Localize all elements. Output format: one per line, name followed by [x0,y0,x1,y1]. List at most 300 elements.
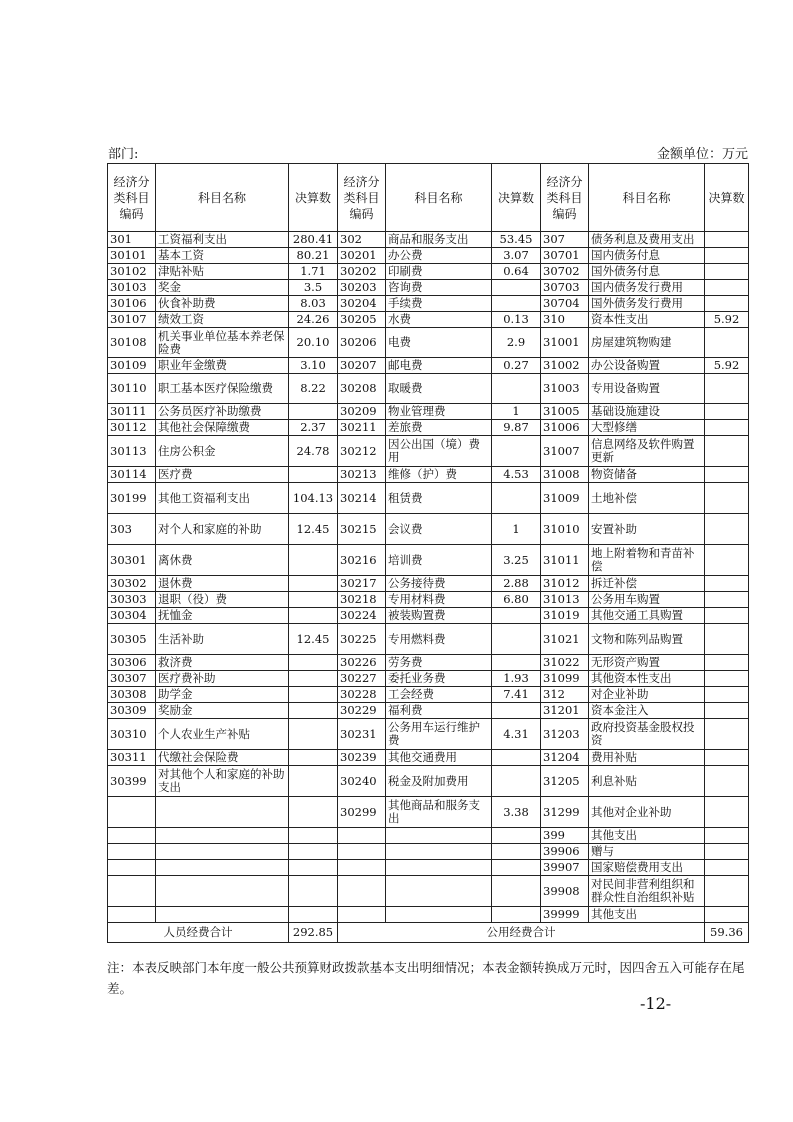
account-name-cell: 救济费 [156,655,289,671]
amount-cell [705,624,749,655]
account-code-cell: 30108 [108,328,156,358]
account-code-cell: 30310 [108,719,156,750]
column-header-value: 决算数 [492,164,541,232]
account-name-cell [156,828,289,844]
amount-cell [705,876,749,907]
account-code-cell: 30209 [338,404,386,420]
expenditure-detail-table [107,163,749,943]
column-header-row [108,164,749,232]
account-code-cell: 30208 [338,374,386,404]
amount-cell [705,436,749,467]
account-code-cell [338,876,386,907]
account-code-cell: 31022 [541,655,589,671]
table-row [108,404,749,420]
table-row [108,436,749,467]
table-body [108,232,749,923]
account-code-cell: 30207 [338,358,386,374]
amount-cell: 1 [492,514,541,545]
account-code-cell: 31002 [541,358,589,374]
amount-cell [289,750,338,766]
amount-cell [705,655,749,671]
column-header-code: 经济分类科目编码 [108,164,156,232]
amount-unit-label: 金额单位：万元 [656,147,748,162]
account-code-cell: 30218 [338,592,386,608]
account-code-cell: 31005 [541,404,589,420]
account-name-cell: 专用设备购置 [589,374,705,404]
account-code-cell: 301 [108,232,156,248]
amount-cell [492,876,541,907]
account-code-cell: 31204 [541,750,589,766]
account-code-cell: 30227 [338,671,386,687]
amount-cell [705,576,749,592]
amount-cell: 0.64 [492,264,541,280]
amount-cell [289,576,338,592]
account-name-cell: 国家赔偿费用支出 [589,860,705,876]
account-code-cell [338,860,386,876]
account-name-cell: 因公出国（境）费用 [386,436,492,467]
amount-cell [492,828,541,844]
account-code-cell: 307 [541,232,589,248]
account-code-cell: 30216 [338,545,386,576]
amount-cell: 8.22 [289,374,338,404]
table-row [108,671,749,687]
amount-cell [705,404,749,420]
account-name-cell: 伙食补助费 [156,296,289,312]
amount-cell [705,483,749,514]
account-code-cell: 31299 [541,797,589,828]
amount-cell: 5.92 [705,312,749,328]
column-header-name: 科目名称 [156,164,289,232]
account-name-cell: 资本性支出 [589,312,705,328]
amount-cell [705,766,749,797]
account-name-cell: 公务用车运行维护费 [386,719,492,750]
amount-cell [492,436,541,467]
account-code-cell [108,844,156,860]
amount-cell [705,828,749,844]
table-row [108,312,749,328]
amount-cell: 1.71 [289,264,338,280]
account-name-cell: 物业管理费 [386,404,492,420]
account-name-cell: 手续费 [386,296,492,312]
account-name-cell: 无形资产购置 [589,655,705,671]
account-name-cell: 基本工资 [156,248,289,264]
account-name-cell: 机关事业单位基本养老保险费 [156,328,289,358]
account-name-cell: 国内债务付息 [589,248,705,264]
totals-row [108,923,749,943]
table-row [108,797,749,828]
account-code-cell: 30311 [108,750,156,766]
account-code-cell: 31008 [541,467,589,483]
amount-cell [705,280,749,296]
account-name-cell: 被装购置费 [386,608,492,624]
account-name-cell: 邮电费 [386,358,492,374]
amount-cell: 12.45 [289,514,338,545]
account-name-cell [156,860,289,876]
account-name-cell: 其他支出 [589,907,705,923]
amount-cell [289,860,338,876]
amount-cell: 7.41 [492,687,541,703]
account-code-cell [338,907,386,923]
account-name-cell: 住房公积金 [156,436,289,467]
table-row [108,687,749,703]
account-name-cell: 政府投资基金股权投资 [589,719,705,750]
table-row [108,655,749,671]
account-name-cell: 福利费 [386,703,492,719]
table-row [108,374,749,404]
account-code-cell: 30240 [338,766,386,797]
amount-cell [705,248,749,264]
account-code-cell: 30201 [338,248,386,264]
account-code-cell: 30399 [108,766,156,797]
amount-cell: 4.53 [492,467,541,483]
amount-cell [705,420,749,436]
account-code-cell [338,828,386,844]
account-name-cell: 其他交通费用 [386,750,492,766]
amount-cell [289,608,338,624]
amount-cell: 9.87 [492,420,541,436]
table-row [108,719,749,750]
account-name-cell: 职工基本医疗保险缴费 [156,374,289,404]
account-name-cell: 职业年金缴费 [156,358,289,374]
amount-cell [705,844,749,860]
account-code-cell: 302 [338,232,386,248]
account-code-cell: 30213 [338,467,386,483]
amount-cell [289,828,338,844]
account-name-cell: 文物和陈列品购置 [589,624,705,655]
account-code-cell: 30217 [338,576,386,592]
account-code-cell: 30224 [338,608,386,624]
account-name-cell: 对企业补助 [589,687,705,703]
account-name-cell: 退职（役）费 [156,592,289,608]
account-code-cell: 30703 [541,280,589,296]
account-code-cell: 31013 [541,592,589,608]
amount-cell [492,844,541,860]
account-code-cell: 30202 [338,264,386,280]
account-code-cell: 30304 [108,608,156,624]
account-name-cell: 其他资本性支出 [589,671,705,687]
table-row [108,844,749,860]
account-name-cell: 个人农业生产补贴 [156,719,289,750]
amount-cell [289,592,338,608]
account-code-cell: 31011 [541,545,589,576]
account-code-cell: 39907 [541,860,589,876]
amount-cell [705,687,749,703]
table-row [108,358,749,374]
amount-cell: 24.26 [289,312,338,328]
account-name-cell: 差旅费 [386,420,492,436]
amount-cell [492,703,541,719]
account-code-cell: 30701 [541,248,589,264]
amount-cell: 3.07 [492,248,541,264]
amount-cell [492,280,541,296]
public-total-label: 公用经费合计 [338,923,705,943]
account-name-cell: 工资福利支出 [156,232,289,248]
table-row [108,576,749,592]
account-code-cell: 30204 [338,296,386,312]
account-name-cell: 房屋建筑物购建 [589,328,705,358]
account-name-cell: 津贴补贴 [156,264,289,280]
account-name-cell: 会议费 [386,514,492,545]
account-name-cell: 物资储备 [589,467,705,483]
table-row [108,248,749,264]
account-code-cell: 30101 [108,248,156,264]
amount-cell [705,467,749,483]
account-name-cell: 医疗费补助 [156,671,289,687]
amount-cell [492,624,541,655]
amount-cell [289,907,338,923]
amount-cell: 53.45 [492,232,541,248]
account-code-cell [108,828,156,844]
amount-cell: 80.21 [289,248,338,264]
account-code-cell: 30211 [338,420,386,436]
account-code-cell: 310 [541,312,589,328]
amount-cell [289,703,338,719]
amount-cell [705,907,749,923]
amount-cell [705,860,749,876]
amount-cell: 0.27 [492,358,541,374]
account-code-cell: 31012 [541,576,589,592]
account-name-cell: 其他支出 [589,828,705,844]
amount-cell [289,545,338,576]
amount-cell: 2.37 [289,420,338,436]
account-name-cell: 安置补助 [589,514,705,545]
account-code-cell: 31019 [541,608,589,624]
personnel-total-label: 人员经费合计 [108,923,289,943]
account-code-cell: 30206 [338,328,386,358]
account-name-cell: 印刷费 [386,264,492,280]
amount-cell [705,545,749,576]
table-row [108,280,749,296]
account-code-cell: 31201 [541,703,589,719]
account-code-cell: 30228 [338,687,386,703]
account-code-cell: 30226 [338,655,386,671]
account-name-cell: 商品和服务支出 [386,232,492,248]
amount-cell: 20.10 [289,328,338,358]
account-name-cell: 赠与 [589,844,705,860]
account-code-cell: 31009 [541,483,589,514]
account-name-cell: 奖金 [156,280,289,296]
account-name-cell: 代缴社会保险费 [156,750,289,766]
amount-cell [289,844,338,860]
account-name-cell: 维修（护）费 [386,467,492,483]
account-code-cell [108,907,156,923]
account-name-cell: 离休费 [156,545,289,576]
account-name-cell [386,876,492,907]
account-code-cell: 30103 [108,280,156,296]
amount-cell: 6.80 [492,592,541,608]
amount-cell [289,467,338,483]
account-code-cell: 30301 [108,545,156,576]
account-code-cell: 30231 [338,719,386,750]
account-name-cell: 医疗费 [156,467,289,483]
amount-cell [705,374,749,404]
column-header-name: 科目名称 [386,164,492,232]
amount-cell: 4.31 [492,719,541,750]
table-row [108,467,749,483]
account-name-cell [156,797,289,828]
account-name-cell: 咨询费 [386,280,492,296]
account-name-cell: 公务接待费 [386,576,492,592]
account-code-cell: 30308 [108,687,156,703]
table-row [108,328,749,358]
table-row [108,703,749,719]
account-name-cell: 培训费 [386,545,492,576]
amount-cell [705,608,749,624]
column-header-code: 经济分类科目编码 [541,164,589,232]
account-name-cell: 对其他个人和家庭的补助支出 [156,766,289,797]
account-code-cell: 30302 [108,576,156,592]
account-code-cell: 31007 [541,436,589,467]
account-name-cell [156,907,289,923]
account-name-cell: 地上附着物和青苗补偿 [589,545,705,576]
account-code-cell: 30110 [108,374,156,404]
amount-cell [705,671,749,687]
account-name-cell: 拆迁补偿 [589,576,705,592]
account-code-cell: 30229 [338,703,386,719]
public-total-value: 59.36 [705,923,749,943]
account-code-cell: 31010 [541,514,589,545]
account-name-cell: 抚恤金 [156,608,289,624]
amount-cell [705,592,749,608]
account-name-cell: 绩效工资 [156,312,289,328]
amount-cell [289,719,338,750]
account-code-cell: 30702 [541,264,589,280]
account-code-cell: 30102 [108,264,156,280]
amount-cell: 5.92 [705,358,749,374]
amount-cell [289,671,338,687]
account-name-cell: 费用补贴 [589,750,705,766]
amount-cell [289,655,338,671]
account-name-cell: 公务员医疗补助缴费 [156,404,289,420]
account-code-cell: 30109 [108,358,156,374]
account-name-cell: 工会经费 [386,687,492,703]
account-code-cell: 31006 [541,420,589,436]
account-name-cell: 国外债务发行费用 [589,296,705,312]
account-code-cell: 30215 [338,514,386,545]
account-name-cell: 债务利息及费用支出 [589,232,705,248]
amount-cell [289,766,338,797]
account-name-cell: 公务用车购置 [589,592,705,608]
amount-cell: 3.10 [289,358,338,374]
account-name-cell: 对民间非营利组织和群众性自治组织补贴 [589,876,705,907]
column-header-value: 决算数 [705,164,749,232]
table-row [108,420,749,436]
account-code-cell: 31001 [541,328,589,358]
amount-cell: 2.88 [492,576,541,592]
table-row [108,232,749,248]
amount-cell [492,655,541,671]
table-row [108,828,749,844]
account-code-cell: 30214 [338,483,386,514]
amount-cell [705,264,749,280]
amount-cell [705,750,749,766]
account-name-cell: 国内债务发行费用 [589,280,705,296]
amount-cell [705,703,749,719]
account-code-cell: 39908 [541,876,589,907]
department-label: 部门: [108,147,139,162]
account-name-cell: 助学金 [156,687,289,703]
table-row [108,860,749,876]
account-name-cell: 税金及附加费用 [386,766,492,797]
amount-cell: 8.03 [289,296,338,312]
account-name-cell: 委托业务费 [386,671,492,687]
column-header-value: 决算数 [289,164,338,232]
account-name-cell: 办公设备购置 [589,358,705,374]
account-name-cell [156,844,289,860]
account-name-cell: 基础设施建设 [589,404,705,420]
account-name-cell: 利息补贴 [589,766,705,797]
account-code-cell: 30106 [108,296,156,312]
amount-cell: 24.78 [289,436,338,467]
table-row [108,592,749,608]
account-name-cell [156,876,289,907]
amount-cell: 3.25 [492,545,541,576]
table-row [108,545,749,576]
account-code-cell [108,860,156,876]
account-name-cell: 电费 [386,328,492,358]
amount-cell [492,750,541,766]
personnel-total-value: 292.85 [289,923,338,943]
amount-cell [289,404,338,420]
account-name-cell: 办公费 [386,248,492,264]
account-name-cell: 其他交通工具购置 [589,608,705,624]
amount-cell [492,860,541,876]
account-code-cell [108,876,156,907]
amount-cell: 0.13 [492,312,541,328]
account-name-cell [386,860,492,876]
account-name-cell: 奖励金 [156,703,289,719]
account-code-cell: 30299 [338,797,386,828]
account-name-cell: 资本金注入 [589,703,705,719]
account-code-cell: 30107 [108,312,156,328]
account-code-cell: 30309 [108,703,156,719]
account-code-cell: 30114 [108,467,156,483]
account-code-cell: 31021 [541,624,589,655]
account-code-cell [338,844,386,860]
table-header-line [107,146,748,164]
account-name-cell: 劳务费 [386,655,492,671]
amount-cell [705,232,749,248]
account-code-cell: 30112 [108,420,156,436]
table-row [108,876,749,907]
account-code-cell: 30203 [338,280,386,296]
footnote: 注：本表反映部门本年度一般公共预算财政拨款基本支出明细情况；本表金额转换成万元时，因四舍五入可能存在尾差。 [107,960,745,996]
account-name-cell: 专用燃料费 [386,624,492,655]
amount-cell: 280.41 [289,232,338,248]
column-header-code: 经济分类科目编码 [338,164,386,232]
account-name-cell: 水费 [386,312,492,328]
account-code-cell: 30113 [108,436,156,467]
account-name-cell: 信息网络及软件购置更新 [589,436,705,467]
amount-cell: 2.9 [492,328,541,358]
account-name-cell: 大型修缮 [589,420,705,436]
account-name-cell [386,828,492,844]
table-row [108,608,749,624]
account-code-cell [108,797,156,828]
amount-cell [492,608,541,624]
account-name-cell [386,844,492,860]
account-code-cell: 30225 [338,624,386,655]
amount-cell: 1.93 [492,671,541,687]
amount-cell [492,907,541,923]
amount-cell [492,766,541,797]
account-code-cell: 31099 [541,671,589,687]
account-code-cell: 30307 [108,671,156,687]
account-name-cell: 取暖费 [386,374,492,404]
amount-cell [705,296,749,312]
amount-cell: 3.38 [492,797,541,828]
account-code-cell: 39999 [541,907,589,923]
